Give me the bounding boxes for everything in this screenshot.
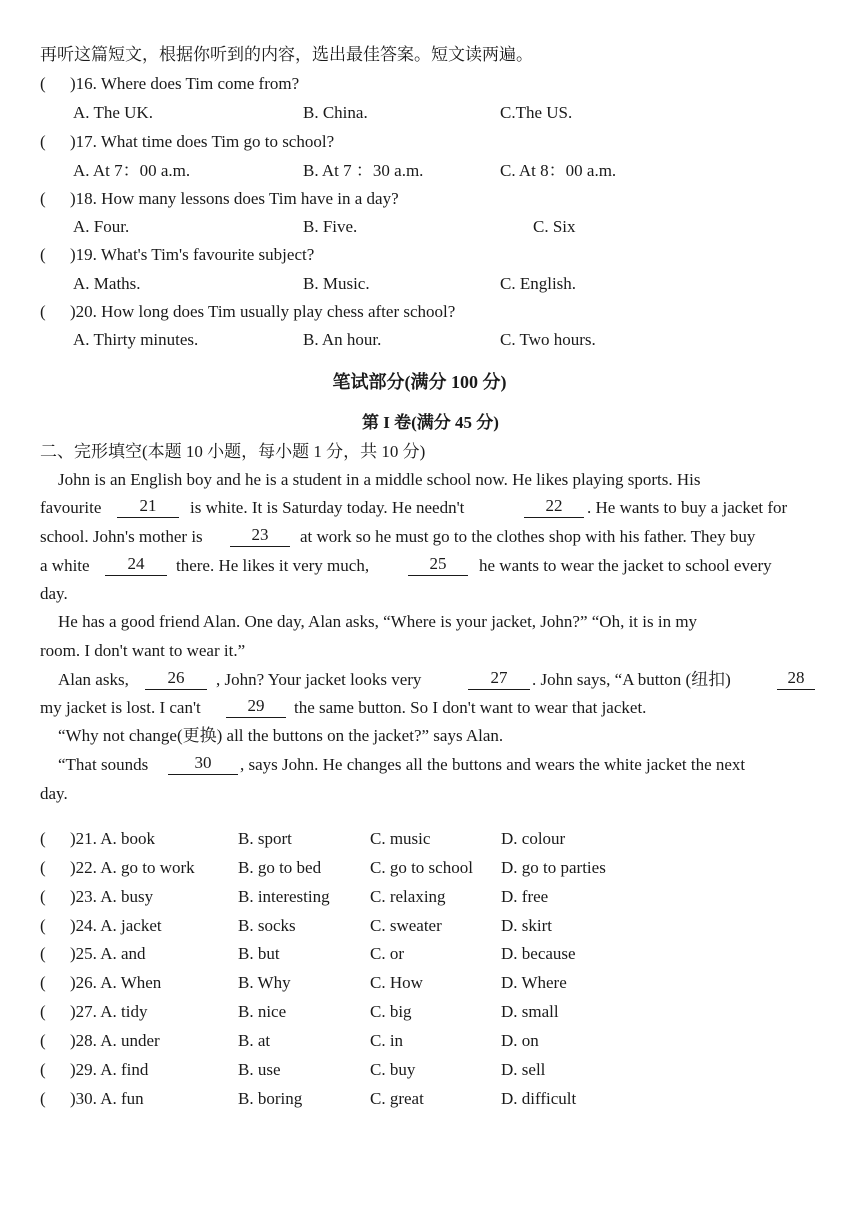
passage-line-2: [40, 495, 815, 521]
blank-25: 25: [408, 553, 468, 576]
option-b: B. sport: [238, 829, 292, 848]
question-17: [0, 129, 867, 155]
passage-text: favourite: [40, 498, 102, 517]
option-a: )29. A. find: [70, 1060, 149, 1079]
passage-text: . He wants to buy a jacket for: [587, 498, 788, 517]
options-20: [0, 327, 867, 353]
options-17: [0, 158, 867, 184]
option-b: B. China.: [303, 103, 368, 122]
passage-text: . John says, “A button (纽扣): [532, 670, 731, 689]
passage-text: John is an English boy and he is a student in a middle school now. He likes playing sports. His: [58, 470, 701, 489]
cloze-option-row-27: [0, 999, 867, 1025]
option-d: D. small: [501, 1002, 559, 1021]
options-19: [0, 271, 867, 297]
listening-intro-line: [0, 42, 867, 68]
option-c: C. music: [370, 829, 431, 848]
option-d: D. colour: [501, 829, 566, 848]
answer-paren: (: [40, 1002, 46, 1021]
option-c: C. big: [370, 1002, 412, 1021]
question-18: [0, 186, 867, 212]
option-b: B. socks: [238, 916, 296, 935]
option-b: B. use: [238, 1060, 281, 1079]
blank-21: 21: [117, 495, 179, 518]
question-text: )18. How many lessons does Tim have in a day?: [70, 189, 399, 208]
option-b: B. go to bed: [238, 858, 322, 877]
option-b: B. At 7 ：30 a.m.: [303, 161, 424, 180]
passage-text: room. I don't want to wear it.”: [40, 641, 246, 660]
option-b: B. Music.: [303, 274, 370, 293]
option-c: C. in: [370, 1031, 404, 1050]
answer-paren: (: [40, 1060, 46, 1079]
cloze-option-row-24: [0, 913, 867, 939]
option-a: )22. A. go to work: [70, 858, 195, 877]
option-b: B. Five.: [303, 217, 358, 236]
cloze-option-row-22: [0, 855, 867, 881]
question-16: [0, 71, 867, 97]
passage-text: my jacket is lost. I can't: [40, 698, 201, 717]
passage-text: the same button. So I don't want to wear that jacket.: [294, 698, 647, 717]
option-c: C.The US.: [500, 103, 573, 122]
passage-line-1: [40, 467, 815, 493]
option-b: B. but: [238, 944, 280, 963]
blank-24: 24: [105, 553, 167, 576]
answer-paren: (: [40, 887, 46, 906]
option-a: )24. A. jacket: [70, 916, 162, 935]
option-a: )21. A. book: [70, 829, 155, 848]
answer-paren: (: [40, 1089, 46, 1108]
option-c: C. Six: [533, 217, 576, 236]
passage-text: a white: [40, 556, 90, 575]
passage-line-12: [40, 781, 815, 807]
answer-paren: (: [40, 245, 46, 264]
passage-text: Alan asks,: [58, 670, 129, 689]
option-c: C. How: [370, 973, 423, 992]
volume-title-line: [0, 409, 867, 437]
cloze-option-row-30: [0, 1086, 867, 1112]
option-c: C. English.: [500, 274, 577, 293]
question-20: [0, 299, 867, 325]
blank-22: 22: [524, 495, 584, 518]
question-text: )16. Where does Tim come from?: [70, 74, 300, 93]
answer-paren: (: [40, 189, 46, 208]
passage-text: he wants to wear the jacket to school every: [479, 556, 772, 575]
option-a: A. Maths.: [73, 274, 141, 293]
passage-text: “Why not change(更换) all the buttons on the jacket?” says Alan.: [58, 726, 504, 745]
option-c: C. sweater: [370, 916, 442, 935]
passage-line-3: [40, 524, 815, 550]
question-text: )17. What time does Tim go to school?: [70, 132, 335, 151]
volume-title: 第 I 卷(满分 45 分): [362, 413, 499, 432]
option-c: C. or: [370, 944, 404, 963]
option-a: A. Four.: [73, 217, 130, 236]
option-d: D. on: [501, 1031, 539, 1050]
blank-28: 28: [777, 667, 815, 690]
written-part-title: 笔试部分(满分 100 分): [332, 372, 507, 392]
option-a: )28. A. under: [70, 1031, 160, 1050]
cloze-option-row-26: [0, 970, 867, 996]
answer-paren: (: [40, 829, 46, 848]
passage-text: at work so he must go to the clothes shop with his father. They buy: [300, 527, 756, 546]
passage-text: day.: [40, 784, 68, 803]
cloze-option-row-23: [0, 884, 867, 910]
passage-text: there. He likes it very much,: [176, 556, 370, 575]
passage-text: is white. It is Saturday today. He needn't: [190, 498, 465, 517]
cloze-option-row-25: [0, 941, 867, 967]
answer-paren: (: [40, 132, 46, 151]
option-d: D. difficult: [501, 1089, 577, 1108]
option-c: C. go to school: [370, 858, 473, 877]
option-a: A. At 7：00 a.m.: [73, 161, 191, 180]
option-a: A. The UK.: [73, 103, 153, 122]
answer-paren: (: [40, 1031, 46, 1050]
option-d: D. sell: [501, 1060, 546, 1079]
option-d: D. go to parties: [501, 858, 606, 877]
option-c: C. buy: [370, 1060, 416, 1079]
option-d: D. free: [501, 887, 549, 906]
option-d: D. skirt: [501, 916, 552, 935]
cloze-option-row-28: [0, 1028, 867, 1054]
question-text: )19. What's Tim's favourite subject?: [70, 245, 315, 264]
cloze-option-row-21: [0, 826, 867, 852]
option-c: C. At 8：00 a.m.: [500, 161, 617, 180]
passage-line-7: [40, 638, 815, 664]
passage-line-8: [40, 667, 815, 693]
blank-27: 27: [468, 667, 530, 690]
question-19: [0, 242, 867, 268]
answer-paren: (: [40, 74, 46, 93]
blank-30: 30: [168, 752, 238, 775]
option-b: B. interesting: [238, 887, 330, 906]
answer-paren: (: [40, 858, 46, 877]
cloze-option-row-29: [0, 1057, 867, 1083]
passage-text: , says John. He changes all the buttons and wears the white jacket the next: [240, 755, 746, 774]
listening-intro: 再听这篇短文，根据你听到的内容，选出最佳答案。短文读两遍。: [40, 45, 533, 64]
option-b: B. at: [238, 1031, 271, 1050]
answer-paren: (: [40, 302, 46, 321]
cloze-heading: 二、完形填空(本题 10 小题，每小题 1 分，共 10 分): [40, 442, 426, 461]
option-c: C. great: [370, 1089, 424, 1108]
option-c: C. relaxing: [370, 887, 446, 906]
option-b: B. boring: [238, 1089, 303, 1108]
blank-23: 23: [230, 524, 290, 547]
blank-29: 29: [226, 695, 286, 718]
written-title-line: [0, 367, 867, 397]
option-a: )30. A. fun: [70, 1089, 144, 1108]
option-b: B. Why: [238, 973, 291, 992]
passage-line-5: [40, 581, 815, 607]
blank-26: 26: [145, 667, 207, 690]
option-a: )25. A. and: [70, 944, 146, 963]
passage-line-11: [40, 752, 815, 778]
option-b: B. nice: [238, 1002, 287, 1021]
option-a: )26. A. When: [70, 973, 162, 992]
question-text: )20. How long does Tim usually play chess after school?: [70, 302, 456, 321]
option-d: D. Where: [501, 973, 567, 992]
passage-text: “That sounds: [58, 755, 149, 774]
answer-paren: (: [40, 973, 46, 992]
passage-text: day.: [40, 584, 68, 603]
option-c: C. Two hours.: [500, 330, 596, 349]
option-a: )23. A. busy: [70, 887, 154, 906]
passage-text: school. John's mother is: [40, 527, 203, 546]
passage-line-9: [40, 695, 815, 721]
passage-line-4: [40, 553, 815, 579]
passage-text: , John? Your jacket looks very: [216, 670, 422, 689]
options-16: [0, 100, 867, 126]
passage-line-6: [40, 609, 815, 635]
passage-text: He has a good friend Alan. One day, Alan asks, “Where is your jacket, John?” “Oh, it is in my: [58, 612, 698, 631]
option-d: D. because: [501, 944, 576, 963]
cloze-heading-line: [0, 439, 867, 465]
answer-paren: (: [40, 916, 46, 935]
passage-line-10: [40, 723, 815, 749]
options-18: [0, 214, 867, 240]
option-a: )27. A. tidy: [70, 1002, 148, 1021]
answer-paren: (: [40, 944, 46, 963]
option-b: B. An hour.: [303, 330, 382, 349]
option-a: A. Thirty minutes.: [73, 330, 199, 349]
